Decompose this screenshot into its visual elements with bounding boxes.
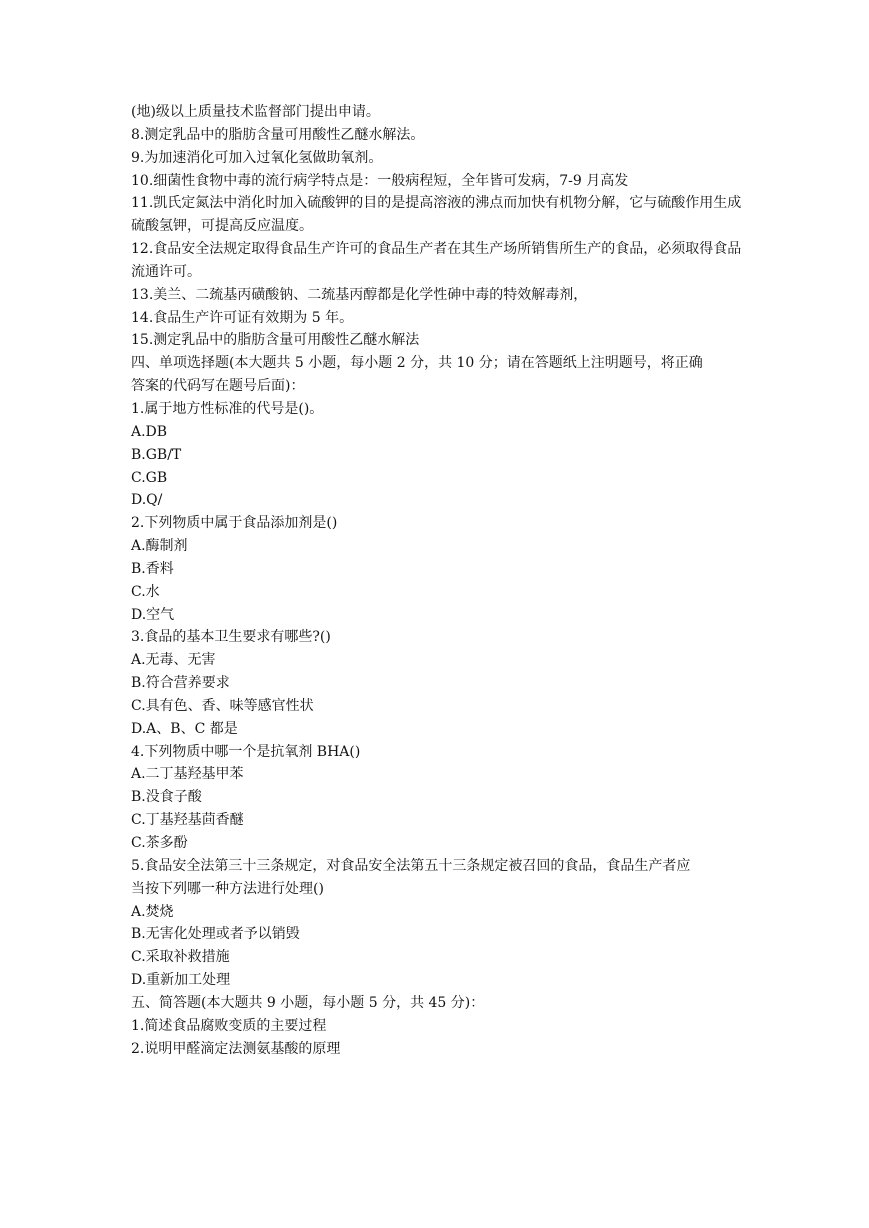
question: 2.下列物质中属于食品添加剂是() xyxy=(131,515,338,532)
option: D.空气 xyxy=(131,606,175,623)
option: D.Q/ xyxy=(131,492,163,509)
question: 3.食品的基本卫生要求有哪些?() xyxy=(131,629,331,646)
text-line: 10.细菌性食物中毒的流行病学特点是：一般病程短，全年皆可发病，7-9 月高发 xyxy=(131,172,629,189)
option: B.GB/T xyxy=(131,446,182,463)
question: 2.说明甲醛滴定法测氨基酸的原理 xyxy=(131,1040,341,1057)
option: C.具有色、香、味等感官性状 xyxy=(131,697,314,714)
document-page xyxy=(131,101,741,1060)
option: A.酶制剂 xyxy=(131,538,188,555)
text-line: 15.测定乳品中的脂肪含量可用酸性乙醚水解法 xyxy=(131,332,420,349)
option: C.茶多酚 xyxy=(131,835,188,851)
option: C.采取补救措施 xyxy=(131,949,230,966)
option: A.DB xyxy=(131,423,168,440)
question: 1.简述食品腐败变质的主要过程 xyxy=(131,1017,327,1034)
text-line: 硫酸氢钾，可提高反应温度。 xyxy=(131,218,313,235)
question: 5.食品安全法第三十三条规定，对食品安全法第五十三条规定被召回的食品，食品生产者应 xyxy=(131,857,691,874)
option: C.丁基羟基茴香醚 xyxy=(131,812,244,829)
option: B.没食子酸 xyxy=(131,789,202,806)
option: D.A、B、C 都是 xyxy=(131,720,238,737)
text-line: 11.凯氏定氮法中消化时加入硫酸钾的目的是提高溶液的沸点而加快有机物分解，它与硫酸作用生成 xyxy=(131,195,742,212)
text-line: (地)级以上质量技术监督部门提出申请。 xyxy=(131,104,380,120)
text-line: 12.食品安全法规定取得食品生产许可的食品生产者在其生产场所销售所生产的食品，必须取得食品 xyxy=(131,241,742,258)
text-line: 流通许可。 xyxy=(131,263,201,280)
section-heading: 答案的代码写在题号后面)： xyxy=(131,378,305,395)
question: 当按下列哪一种方法进行处理() xyxy=(131,880,324,897)
option: D.重新加工处理 xyxy=(131,972,231,989)
option: B.符合营养要求 xyxy=(131,675,230,692)
text-line: 8.测定乳品中的脂肪含量可用酸性乙醚水解法。 xyxy=(131,126,425,143)
question: 4.下列物质中哪一个是抗氧剂 BHA() xyxy=(131,743,361,760)
question: 1.属于地方性标准的代号是()。 xyxy=(131,400,324,417)
option: B.无害化处理或者予以销毁 xyxy=(131,926,300,943)
option: C.GB xyxy=(131,469,168,486)
option: A.无毒、无害 xyxy=(131,652,216,669)
option: A.二丁基羟基甲苯 xyxy=(131,766,244,783)
option: A.焚烧 xyxy=(131,903,174,920)
text-line: 13.美兰、二巯基丙磺酸钠、二巯基丙醇都是化学性砷中毒的特效解毒剂， xyxy=(131,286,588,303)
section-heading: 四、单项选择题(本大题共 5 小题，每小题 2 分，共 10 分；请在答题纸上注明题号，将正确 xyxy=(131,355,703,372)
section-heading: 五、简答题(本大题共 9 小题，每小题 5 分，共 45 分)： xyxy=(131,994,485,1011)
text-line: 9.为加速消化可加入过氧化氢做助氧剂。 xyxy=(131,149,383,166)
text-line: 14.食品生产许可证有效期为 5 年。 xyxy=(131,309,354,326)
option: B.香料 xyxy=(131,560,174,577)
option: C.水 xyxy=(131,583,160,600)
